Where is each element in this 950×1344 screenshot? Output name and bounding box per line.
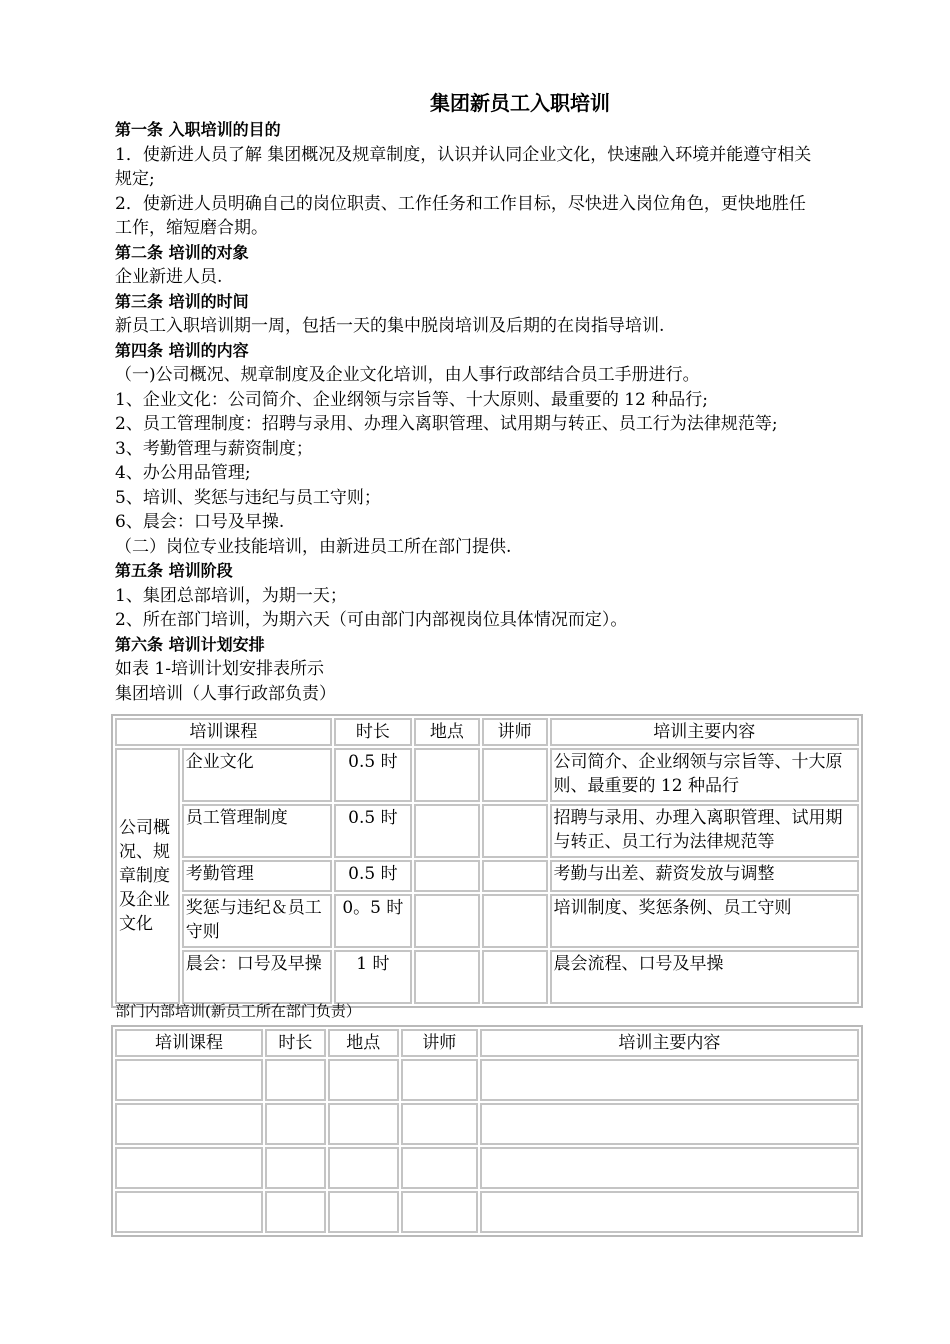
paragraph-line: 1、企业文化：公司简介、企业纲领与宗旨等、十大原则、最重要的 12 种品行; xyxy=(115,389,708,410)
course-cell: 奖惩与违纪＆员工守则 xyxy=(182,894,332,948)
lecturer-cell xyxy=(482,950,548,1004)
paragraph-line: 1、集团总部培训，为期一天； xyxy=(115,585,347,606)
table-header-row xyxy=(115,718,859,746)
table-header-row xyxy=(115,1029,859,1057)
header-content: 培训主要内容 xyxy=(480,1029,859,1057)
table-row xyxy=(115,1191,859,1233)
paragraph-line: （一)公司概况、规章制度及企业文化培训，由人事行政部结合员工手册进行。 xyxy=(115,365,700,385)
section-heading: 第四条 培训的内容 xyxy=(115,340,249,360)
header-location: 地点 xyxy=(328,1029,399,1057)
course-cell xyxy=(115,1103,263,1145)
table-row xyxy=(115,894,859,948)
paragraph-line: 企业新进人员. xyxy=(115,267,223,287)
paragraph-line: 新员工入职培训期一周，包括一天的集中脱岗培训及后期的在岗指导培训. xyxy=(115,316,665,336)
table-row xyxy=(115,1059,859,1101)
paragraph-line: 6、晨会：口号及早操. xyxy=(115,512,285,532)
paragraph-list xyxy=(115,118,895,706)
duration-cell xyxy=(265,1059,326,1101)
lecturer-cell xyxy=(482,894,548,948)
document-body xyxy=(115,88,895,706)
duration-cell xyxy=(265,1147,326,1189)
paragraph-line: 5、培训、奖惩与违纪与员工守则； xyxy=(115,487,381,508)
lecturer-cell xyxy=(401,1191,478,1233)
table-row xyxy=(115,1147,859,1189)
location-cell xyxy=(328,1191,399,1233)
location-cell xyxy=(414,950,480,1004)
location-cell xyxy=(414,894,480,948)
lecturer-cell xyxy=(401,1059,478,1101)
location-cell xyxy=(328,1147,399,1189)
content-cell: 培训制度、奖惩条例、员工守则 xyxy=(550,894,859,948)
section-heading: 第六条 培训计划安排 xyxy=(115,634,265,654)
table-row xyxy=(115,950,859,1004)
paragraph-line: 2、所在部门培训，为期六天（可由部门内部视岗位具体情况而定）。 xyxy=(115,610,628,630)
duration-cell xyxy=(265,1103,326,1145)
header-course: 培训课程 xyxy=(115,1029,263,1057)
paragraph-line: （二）岗位专业技能培训，由新进员工所在部门提供. xyxy=(115,536,512,557)
group-training-table xyxy=(111,714,863,1008)
duration-cell: 0。5 时 xyxy=(334,894,412,948)
table2-caption: 部门内部培训(新员工所在部门负责） xyxy=(115,1002,361,1020)
lecturer-cell xyxy=(482,804,548,858)
duration-cell: 0.5 时 xyxy=(334,804,412,858)
location-cell xyxy=(414,860,480,892)
group-label-cell: 公司概况、规章制度及企业文化 xyxy=(115,748,180,1004)
content-cell: 公司简介、企业纲领与宗旨等、十大原则、最重要的 12 种品行 xyxy=(550,748,859,802)
header-duration: 时长 xyxy=(265,1029,326,1057)
paragraph-line: 工作，缩短磨合期。 xyxy=(115,218,268,238)
location-cell xyxy=(414,804,480,858)
section-heading: 第一条 入职培训的目的 xyxy=(115,120,281,139)
header-course: 培训课程 xyxy=(115,718,332,746)
duration-cell: 0.5 时 xyxy=(334,860,412,892)
duration-cell: 0.5 时 xyxy=(334,748,412,802)
section-heading: 第二条 培训的对象 xyxy=(115,242,249,262)
paragraph-line: 集团培训（人事行政部负责） xyxy=(115,683,336,704)
paragraph-line: 2、员工管理制度：招聘与录用、办理入离职管理、试用期与转正、员工行为法律规范等; xyxy=(115,414,778,434)
content-cell: 晨会流程、口号及早操 xyxy=(550,950,859,1004)
course-cell: 企业文化 xyxy=(182,748,332,802)
course-cell: 考勤管理 xyxy=(182,860,332,892)
section-heading: 第三条 培训的时间 xyxy=(115,291,249,311)
lecturer-cell xyxy=(482,748,548,802)
paragraph-line: 1．使新进人员了解 集团概况及规章制度，认识并认同企业文化，快速融入环境并能遵守相关 xyxy=(115,144,812,165)
header-location: 地点 xyxy=(414,718,480,746)
table-row xyxy=(115,1103,859,1145)
course-cell xyxy=(115,1191,263,1233)
document-title: 集团新员工入职培训 xyxy=(430,91,610,115)
location-cell xyxy=(328,1103,399,1145)
header-lecturer: 讲师 xyxy=(401,1029,478,1057)
content-cell: 招聘与录用、办理入离职管理、试用期与转正、员工行为法律规范等 xyxy=(550,804,859,858)
course-cell xyxy=(115,1059,263,1101)
content-cell xyxy=(480,1103,859,1145)
lecturer-cell xyxy=(482,860,548,892)
paragraph-line: 4、办公用品管理; xyxy=(115,463,251,483)
table-row xyxy=(115,804,859,858)
paragraph-line: 2．使新进人员明确自己的岗位职责、工作任务和工作目标，尽快进入岗位角色，更快地胜任 xyxy=(115,193,806,214)
paragraph-line: 3、考勤管理与薪资制度； xyxy=(115,438,313,459)
header-content: 培训主要内容 xyxy=(550,718,859,746)
content-cell xyxy=(480,1191,859,1233)
lecturer-cell xyxy=(401,1147,478,1189)
content-cell: 考勤与出差、薪资发放与调整 xyxy=(550,860,859,892)
table-row xyxy=(115,860,859,892)
department-training-table xyxy=(111,1025,863,1237)
header-lecturer: 讲师 xyxy=(482,718,548,746)
header-duration: 时长 xyxy=(334,718,412,746)
duration-cell xyxy=(265,1191,326,1233)
table-row xyxy=(115,748,859,802)
course-cell: 晨会：口号及早操 xyxy=(182,950,332,1004)
duration-cell: 1 时 xyxy=(334,950,412,1004)
lecturer-cell xyxy=(401,1103,478,1145)
course-cell xyxy=(115,1147,263,1189)
location-cell xyxy=(328,1059,399,1101)
paragraph-line: 规定; xyxy=(115,169,155,189)
paragraph-line: 如表 1-培训计划安排表所示 xyxy=(115,659,324,679)
section-heading: 第五条 培训阶段 xyxy=(115,561,233,580)
content-cell xyxy=(480,1147,859,1189)
location-cell xyxy=(414,748,480,802)
content-cell xyxy=(480,1059,859,1101)
course-cell: 员工管理制度 xyxy=(182,804,332,858)
